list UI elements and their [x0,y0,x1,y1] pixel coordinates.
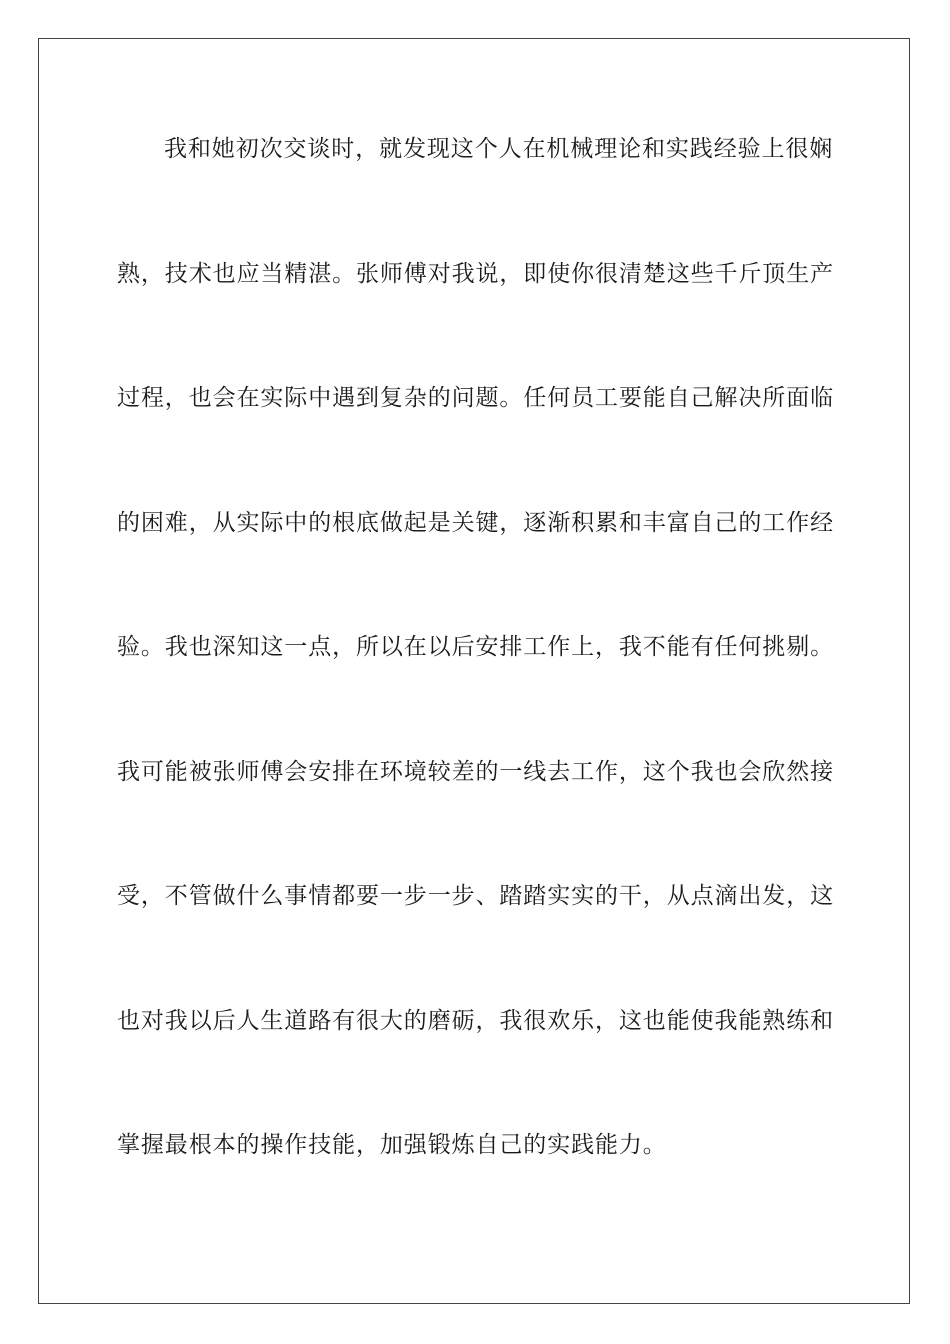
text-line-4: 的困难，从实际中的根底做起是关键，逐渐积累和丰富自己的工作经 [117,510,834,536]
text-line-7: 受，不管做什么事情都要一步一步、踏踏实实的干，从点滴出发，这 [117,883,834,909]
text-line-8: 也对我以后人生道路有很大的磨砺，我很欢乐，这也能使我能熟练和 [117,1008,834,1034]
text-line-9: 掌握最根本的操作技能，加强锻炼自己的实践能力。 [117,1132,667,1158]
page-border [38,38,910,1304]
text-line-6: 我可能被张师傅会安排在环境较差的一线去工作，这个我也会欣然接 [117,759,834,785]
text-line-1: 我和她初次交谈时，就发现这个人在机械理论和实践经验上很娴 [164,136,834,162]
text-line-3: 过程，也会在实际中遇到复杂的问题。任何员工要能自己解决所面临 [117,385,834,411]
text-line-2: 熟，技术也应当精湛。张师傅对我说，即使你很清楚这些千斤顶生产 [117,261,834,287]
text-line-5: 验。我也深知这一点，所以在以后安排工作上，我不能有任何挑剔。 [117,634,834,660]
